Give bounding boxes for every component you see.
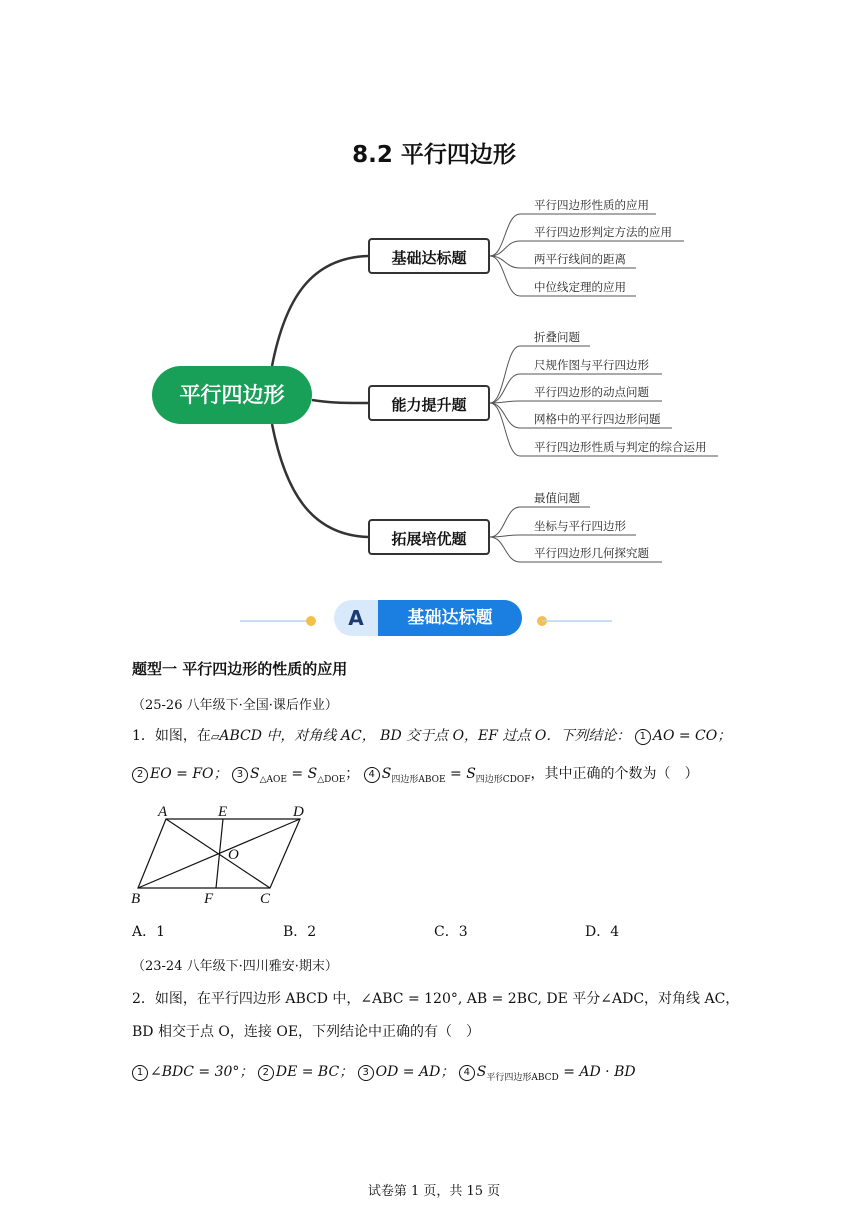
question-source: （23-24 八年级下·四川雅安·期末） bbox=[132, 959, 338, 974]
circled-1-icon: 1 bbox=[635, 729, 651, 745]
mindmap-leaf: 平行四边形几何探究题 bbox=[534, 546, 649, 560]
mindmap-branch-advanced: 能力提升题 bbox=[368, 385, 490, 421]
mindmap-root: 平行四边形 bbox=[152, 366, 312, 424]
connector-root-b1 bbox=[272, 256, 368, 366]
question-source: （25-26 八年级下·全国·课后作业） bbox=[132, 698, 338, 713]
mindmap-leaf: 尺规作图与平行四边形 bbox=[534, 358, 649, 372]
option-d[interactable]: D．4 bbox=[585, 924, 620, 940]
mindmap-branch-basic: 基础达标题 bbox=[368, 238, 490, 274]
figure-label-E: E bbox=[218, 804, 228, 820]
figure-label-B: B bbox=[131, 891, 141, 907]
mindmap-leaf: 平行四边形性质与判定的综合运用 bbox=[534, 440, 707, 454]
option-c[interactable]: C．3 bbox=[434, 924, 468, 940]
figure-label-C: C bbox=[260, 891, 271, 907]
figure-label-O: O bbox=[228, 847, 239, 863]
circled-1-icon: 1 bbox=[132, 1065, 148, 1081]
parallelogram-figure bbox=[128, 800, 328, 910]
circled-3-icon: 3 bbox=[358, 1065, 374, 1081]
section-banner-letter: A bbox=[334, 600, 378, 636]
section-heading: 题型一 平行四边形的性质的应用 bbox=[132, 660, 348, 678]
section-banner-title: 基础达标题 bbox=[378, 600, 522, 636]
figure-label-A: A bbox=[158, 804, 168, 820]
question-1-line-2: 2 EO = FO； 3 $S_{\triangle AOE} = S_{\triangle DOE}$； 4 $S_{四边形ABOE} = S_{四边形CDOF}$，其中正确的个数为（ ） bbox=[132, 764, 699, 790]
circled-3-icon: 3 bbox=[232, 767, 248, 783]
question-2-line-2: BD 相交于点 O，连接 OE，下列结论中正确的有（ ） bbox=[132, 1024, 481, 1040]
mindmap-branch-extension: 拓展培优题 bbox=[368, 519, 490, 555]
mindmap-leaf: 平行四边形判定方法的应用 bbox=[534, 225, 672, 239]
option-b[interactable]: B．2 bbox=[283, 924, 317, 940]
circled-4-icon: 4 bbox=[364, 767, 380, 783]
mindmap-leaf: 最值问题 bbox=[534, 491, 580, 505]
question-2-line-1: 2．如图，在平行四边形 ABCD 中，∠ABC = 120°, AB = 2BC, DE 平分∠ADC，对角线 AC， bbox=[132, 991, 740, 1007]
mindmap-leaf: 平行四边形的动点问题 bbox=[534, 385, 649, 399]
circled-2-icon: 2 bbox=[132, 767, 148, 783]
mindmap-leaf: 平行四边形性质的应用 bbox=[534, 198, 649, 212]
mindmap-leaf: 中位线定理的应用 bbox=[534, 280, 626, 294]
mindmap-leaf: 坐标与平行四边形 bbox=[534, 519, 626, 533]
mindmap-leaf: 两平行线间的距离 bbox=[534, 252, 626, 266]
question-2-line-3: 1 ∠BDC = 30°； 2 DE = BC； 3 OD = AD； 4 $S_{平行四边形ABCD}$ = AD · BD bbox=[132, 1062, 636, 1088]
option-a[interactable]: A．1 bbox=[132, 924, 166, 940]
circled-4-icon: 4 bbox=[459, 1065, 475, 1081]
page-title: 8.2 平行四边形 bbox=[352, 142, 516, 168]
question-1-line-1: 1．如图，在▱ABCD 中，对角线 AC， BD 交于点 O，EF 过点 O．下列结论： 1 AO = CO； bbox=[132, 728, 732, 744]
mindmap-leaf: 折叠问题 bbox=[534, 330, 580, 344]
parallelogram-icon: ▱ bbox=[210, 730, 220, 743]
mindmap-leaf: 网格中的平行四边形问题 bbox=[534, 412, 661, 426]
connector-root-b3 bbox=[272, 424, 368, 537]
circled-2-icon: 2 bbox=[258, 1065, 274, 1081]
mindmap-connectors bbox=[0, 0, 868, 600]
figure-label-F: F bbox=[204, 891, 214, 907]
connector-root-b2 bbox=[312, 400, 368, 403]
page-footer: 试卷第 1 页，共 15 页 bbox=[367, 1184, 501, 1199]
figure-label-D: D bbox=[293, 804, 304, 820]
